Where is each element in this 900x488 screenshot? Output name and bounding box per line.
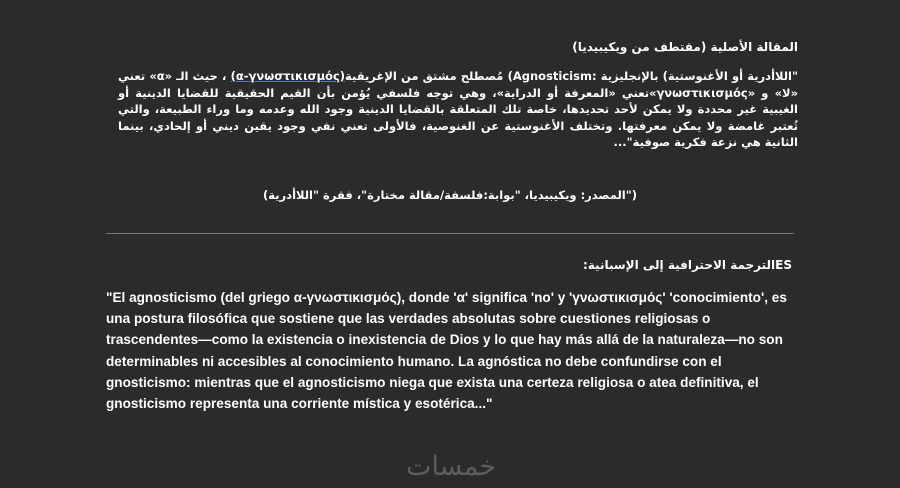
spanish-paragraph: "El agnosticismo (del griego α-γνωστικισμός), donde 'α' significa 'no' y 'γνωστικισμός' 'conocimiento', es una postura filosófica que sostiene que las verdades absolutas sobre cuestiones religiosas o trascendentes—como la existencia o inexistencia de Dios y lo que hay más allá de la naturaleza—no son determinables ni accesibles al conocimiento humano. La agnóstica no debe confundirse con el gnosticismo: mientras que el agnosticismo niega que exista una certeza religiosa o atea definitiva, el gnosticismo representa una corriente mística y esotérica..." [106,290,787,412]
arabic-paragraph-part2: ، حيث الـ «α» تعني «لا» و «γνωστικισμός»تعني «المعرفة أو الدراية»، وهي توجه فلسفي يُؤمن بأن القيم الحقيقية للقضايا الدينية أو الغيبية غير محددة ولا يمكن لأحد تحديدها، خاصة تلك المتعلقة بالقضايا الدينية وجود الله وعدمه وما وراء الطبيعة، والتي تُعتبر غامضة ولا يمكن معرفتها. وتختلف الأغنوستية عن الغنوصية، فالأولى تعني نفي وجود يقين ديني أو إلحادي، بينما الثانية هي نزعة فكرية صوفية"... [118,69,798,150]
source-citation: ("المصدر: ويكيبيديا، "بوابة:فلسفة/مقالة مختارة"، فقرة "اللاأدرية) [263,188,637,202]
original-article-title: المقالة الأصلية (مقتطف من ويكيبيديا) [572,40,798,54]
section-divider [106,233,794,234]
arabic-paragraph [118,68,798,151]
spanish-translation-heading: ESالترجمة الاحترافية إلى الإسبانية: [582,258,792,272]
greek-term: (α-γνωστικισμός) [230,69,346,83]
arabic-paragraph-part1: "اللاأدرية أو الأغنوستية) بالإنجليزية :Agnosticism) مُصطلح مشتق من الإغريقية [345,69,798,83]
watermark-logo: خمسات [405,451,497,482]
